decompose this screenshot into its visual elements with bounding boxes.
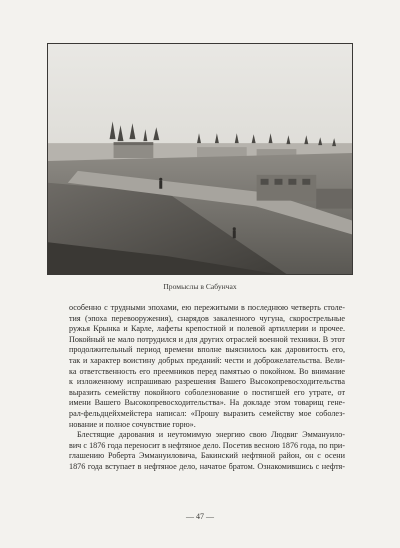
text-line: Блестящие дарования и неутомимую энергию свою Людвиг Эммануило- (77, 430, 345, 440)
oilfield-photo (47, 43, 353, 275)
text-line: вич с 1876 года переносит в нефтяное дело. Посетив весною 1876 года, по при- (69, 440, 345, 450)
text-line: к изложенному испрашиваю разрешения Вашего Высокопревосходительства (69, 377, 345, 387)
oilfield-engraving (48, 44, 352, 274)
text-line: продолжительный период времени вполне выяснилось как даровитость его, (69, 345, 345, 355)
page-number: — 47 — (186, 512, 214, 521)
text-line: выразить семейству покойного соболезнование о постигшей его утрате, от (69, 387, 345, 397)
text-line: нование и полное сочувствие горю». (69, 419, 196, 429)
text-line: так и характер воистину добрых преданий: чести и доброжелательства. Вели- (69, 355, 345, 365)
text-line: особенно с трудными эпохами, ею пережитыми в последнюю четверть столе- (69, 303, 345, 312)
text-line: Покойный не мало потрудился и для других отраслей военной техники. В этот (69, 334, 345, 344)
text-line: ка ответственность его преемников перед памятью о покойном. Во внимание (69, 366, 345, 376)
text-line: ружья Крынка и Карле, лафеты крепостной и полевой артиллерии и прочее. (69, 324, 345, 334)
text-line: глашению Роберта Эммануиловича, Бакинский нефтяной район, он с осени (69, 451, 345, 461)
text-line: рал-фельдцейхмейстера написал: «Прошу выразить семейству мое соболез- (69, 408, 345, 418)
photo-caption: Промыслы в Сабунчах (163, 282, 237, 291)
text-line: 1876 года вступает в нефтяное дело, начатое братом. Ознакомившись с нефтя- (69, 461, 345, 471)
body-text (69, 303, 345, 473)
text-line: имени Вашего Высокопревосходительства». На докладе этом товарищ гене- (69, 398, 345, 408)
text-line: тия (эпоха перевооружения), снарядов закаленного чугуна, скорострельные (69, 313, 345, 323)
